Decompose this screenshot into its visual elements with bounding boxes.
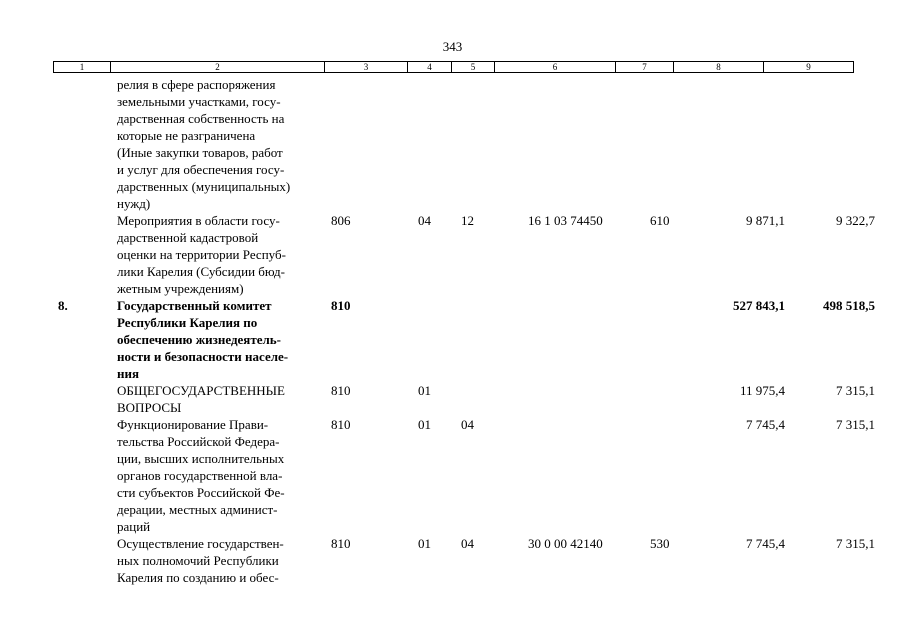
item-name-line: Мероприятия в области госу- [117,213,280,228]
subsection-code: 04 [461,417,474,432]
item-name [117,297,322,382]
item-name-line: ных полномочий Республики [117,553,279,568]
table-row [0,535,905,586]
item-name-line: Государственный комитет [117,298,272,313]
item-name-line: ВОПРОСЫ [117,400,182,415]
item-name-line: дерации, местных админист- [117,502,278,517]
table-row [0,76,905,212]
ministry-code: 806 [331,213,351,228]
table-row [0,212,905,297]
column-header-6: 6 [495,62,616,73]
item-name-line: нужд) [117,196,151,211]
item-name-line: дарственных (муниципальных) [117,179,291,194]
expense-type-code: 610 [650,213,670,228]
row-number: 8. [58,298,68,313]
column-header-9: 9 [764,62,854,73]
item-name-line: ности и безопасности населе- [117,349,289,364]
target-article-code: 30 0 00 42140 [528,536,603,551]
ministry-code: 810 [331,417,351,432]
column-header-5: 5 [452,62,495,73]
item-name [117,535,322,586]
amount-year-1: 11 975,4 [739,383,785,398]
item-name-line: жетным учреждениям) [117,281,244,296]
amount-year-2: 7 315,1 [836,536,875,551]
column-header-8: 8 [674,62,764,73]
column-header-2: 2 [111,62,325,73]
item-name [117,76,322,212]
item-name-line: Республики Карелия по [117,315,258,330]
column-number-header [53,61,854,73]
section-code: 01 [418,417,431,432]
item-name-line: органов государственной вла- [117,468,283,483]
subsection-code: 12 [461,213,474,228]
item-name-line: ции, высших исполнительных [117,451,285,466]
item-name [117,212,322,297]
item-name-line: (Иные закупки товаров, работ [117,145,283,160]
budget-table-body [0,76,905,586]
item-name-line: Функционирование Прави- [117,417,269,432]
item-name-line: ния [117,366,140,381]
column-header-7: 7 [616,62,674,73]
item-name-line: дарственной кадастровой [117,230,259,245]
section-code: 01 [418,383,431,398]
item-name-line: сти субъектов Российской Фе- [117,485,285,500]
target-article-code: 16 1 03 74450 [528,213,603,228]
amount-year-1: 7 745,4 [746,417,785,432]
item-name-line: лики Карелия (Субсидии бюд- [117,264,285,279]
item-name-line: релия в сфере распоряжения [117,77,276,92]
item-name-line: ОБЩЕГОСУДАРСТВЕННЫЕ [117,383,285,398]
amount-year-2: 9 322,7 [836,213,875,228]
subsection-code: 04 [461,536,474,551]
section-code: 01 [418,536,431,551]
amount-year-1: 7 745,4 [746,536,785,551]
amount-year-2: 7 315,1 [836,417,875,432]
section-code: 04 [418,213,431,228]
item-name-line: тельства Российской Федера- [117,434,280,449]
table-row [0,416,905,535]
page-number: 343 [442,39,463,54]
item-name-line: дарственная собственность на [117,111,285,126]
item-name-line: которые не разграничена [117,128,256,143]
item-name [117,382,322,416]
item-name-line: раций [117,519,151,534]
item-name-line: земельными участками, госу- [117,94,281,109]
item-name [117,416,322,535]
table-row [0,382,905,416]
amount-year-1: 9 871,1 [746,213,785,228]
item-name-line: Карелия по созданию и обес- [117,570,279,585]
ministry-code: 810 [331,298,351,313]
column-header-1: 1 [54,62,111,73]
item-name-line: и услуг для обеспечения госу- [117,162,285,177]
item-name-line: Осуществление государствен- [117,536,284,551]
amount-year-2: 7 315,1 [836,383,875,398]
amount-year-2: 498 518,5 [823,298,875,313]
ministry-code: 810 [331,536,351,551]
column-header-4: 4 [408,62,452,73]
ministry-code: 810 [331,383,351,398]
table-row [0,297,905,382]
column-header-3: 3 [325,62,408,73]
item-name-line: обеспечению жизнедеятель- [117,332,281,347]
amount-year-1: 527 843,1 [733,298,785,313]
item-name-line: оценки на территории Респуб- [117,247,286,262]
expense-type-code: 530 [650,536,670,551]
